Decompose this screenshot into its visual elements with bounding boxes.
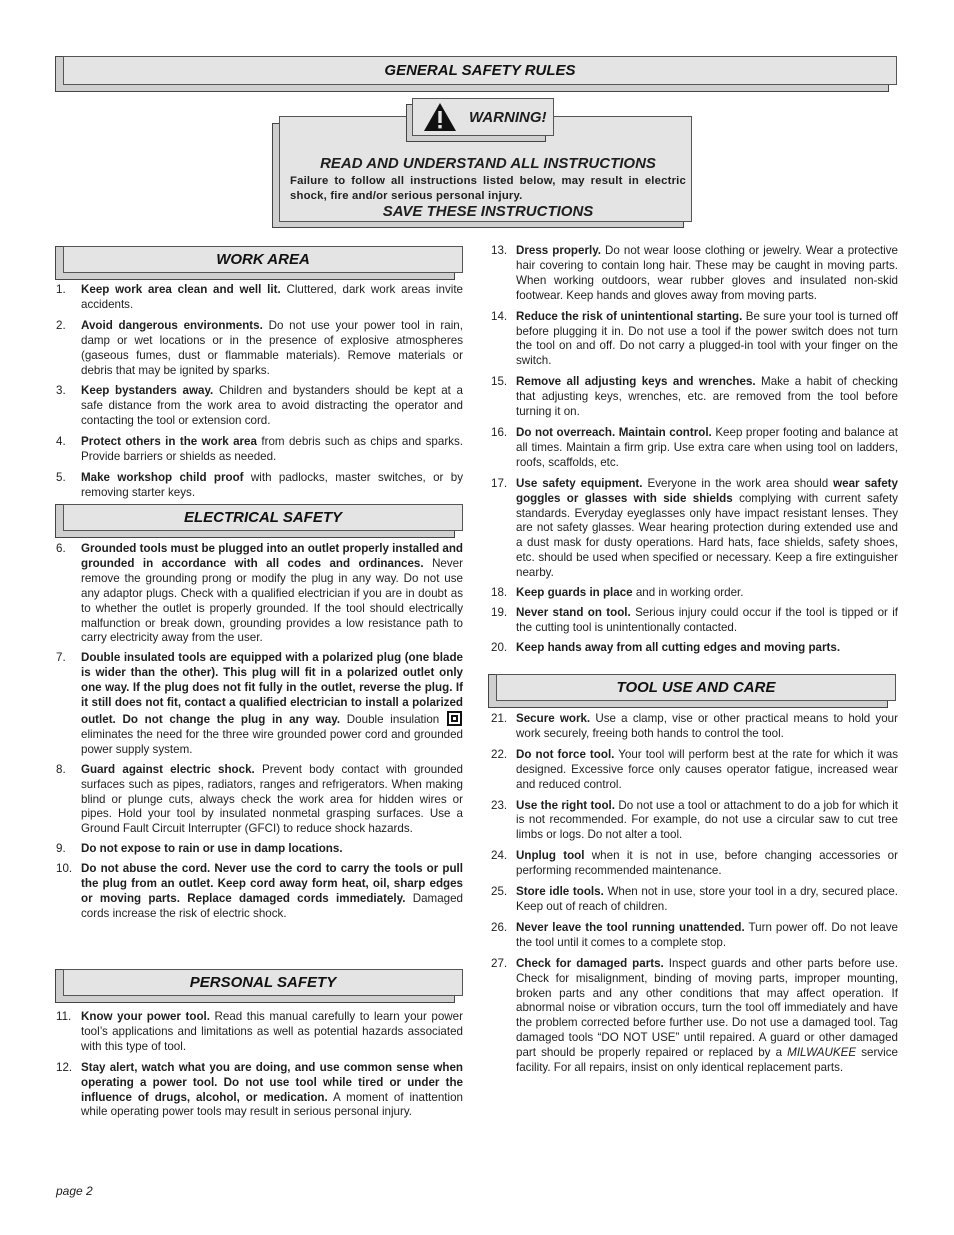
list-item <box>56 842 463 857</box>
item-number: 23. <box>491 798 508 812</box>
item-lead: Never leave the tool running unattended. <box>516 920 745 934</box>
list-item <box>491 799 898 844</box>
list-item <box>491 885 898 915</box>
item-text: Read this manual carefully to learn your power tool’s applications and limitations as well as potential hazards associated with this type of tool. <box>81 1010 463 1053</box>
item-text: Do not use your power tool in rain, damp or wet locations or in the presence of explosive atmospheres (gaseous fumes, dust or flammable materials). Remove materials or debris that may be ignited by sparks. <box>81 318 463 377</box>
item-number: 2. <box>56 318 66 332</box>
item-lead: Know your power tool. <box>81 1010 210 1023</box>
item-text: When not in use, store your tool in a dry, secured place. Keep out of reach of children. <box>516 885 898 913</box>
work-area-header <box>55 246 463 280</box>
item-lead: Dress properly. <box>516 244 602 257</box>
list-item <box>491 712 898 742</box>
item-lead: Keep bystanders away. <box>81 384 214 398</box>
item-number: 3. <box>56 384 66 398</box>
tool-use-title: TOOL USE AND CARE <box>496 674 896 701</box>
item-text-2: eliminates the need for the three wire grounded power cord and grounded power supply system. <box>81 727 463 756</box>
item-lead: Never stand on tool. <box>516 605 631 619</box>
item-text: Serious injury could occur if the tool is tipped or if the cutting tool is unintentionally contacted. <box>516 605 898 634</box>
item-lead: Check for damaged parts. <box>516 956 664 970</box>
item-number: 13. <box>491 244 508 257</box>
list-item <box>56 471 463 501</box>
item-lead: Stay alert, watch what you are doing, and use common sense when operating a power tool. Do not use tool while tired or under the influence of drugs, alcohol, or medication. <box>81 1060 463 1104</box>
rules-list-work-area <box>56 283 463 501</box>
warning-save: SAVE THESE INSTRUCTIONS <box>382 203 594 220</box>
item-text: Use a clamp, vise or other practical means to hold your work securely, freeing both hands to control the tool. <box>516 712 898 740</box>
item-text: Inspect guards and other parts before use. Check for misalignment, binding of moving parts, improper mounting, broken parts and any other conditions that may affect operation. If abnormal noise or vibration occurs, turn the tool off immediately and have the problem corrected before further use. Do not use a damaged tool. Tag damaged tools “DO NOT USE” until repaired. A guard or other damaged part should be properly repaired or replaced by a <box>516 956 898 1060</box>
item-number: 6. <box>56 542 66 555</box>
item-number: 8. <box>56 762 66 776</box>
item-lead: Store idle tools. <box>516 885 604 899</box>
item-text: Do not wear loose clothing or jewelry. Wear a protective hair covering to contain long hair. These may be caught in moving parts. When working outdoors, wear rubber gloves and insulated non-skid footwear. Keep hands and gloves away from moving parts. <box>516 244 898 302</box>
item-lead: Avoid dangerous environments. <box>81 318 263 332</box>
item-lead: Make workshop child proof <box>81 470 244 484</box>
item-text: when it is not in use, before changing accessories or performing recommended maintenance. <box>516 849 898 878</box>
list-item <box>56 384 463 429</box>
item-text: and in working order. <box>635 586 744 600</box>
item-text: Double insulation <box>346 712 440 726</box>
item-text: Be sure your tool is turned off before plugging it in. Do not use a tool if the power switch does not turn the tool on and off. Do not carry a plugged-in tool with your finger on the switch. <box>516 309 898 368</box>
list-item <box>491 310 898 370</box>
item-lead: Guard against electric shock. <box>81 762 255 776</box>
item-lead: Use safety equipment. <box>516 476 643 490</box>
item-text-2: complying with current safety standards. Everyday eyeglasses only have impact resistant lenses. They are not safety glasses. Wear hearing protection during extended use and a dust mask for dusty operations. Hard hats, face shields, safety shoes, etc. should be used when specified or necessary. Keep a fire extinguisher nearby. <box>516 491 898 580</box>
list-item <box>56 435 463 465</box>
tool-use-header <box>488 674 896 708</box>
item-text: Cluttered, dark work areas invite accidents. <box>81 283 463 311</box>
item-text: Damaged cords increase the risk of electric shock. <box>81 891 463 920</box>
item-number: 20. <box>491 640 508 654</box>
list-item <box>56 651 463 757</box>
work-area-title: WORK AREA <box>63 246 463 273</box>
item-lead: Protect others in the work area <box>81 435 257 449</box>
general-safety-title: GENERAL SAFETY RULES <box>63 56 897 85</box>
item-number: 17. <box>491 476 508 490</box>
item-lead: Remove all adjusting keys and wrenches. <box>516 375 756 389</box>
item-text: Everyone in the work area should <box>647 476 829 490</box>
list-item <box>491 748 898 793</box>
item-lead: Secure work. <box>516 712 591 725</box>
item-lead-2: wear safety goggles or glasses with side shields <box>516 476 898 505</box>
list-item <box>491 641 898 656</box>
list-item <box>491 606 898 636</box>
item-number: 7. <box>56 651 66 665</box>
item-number: 12. <box>56 1060 73 1074</box>
item-text: Children and bystanders should be kept at a safe distance from the work area to avoid distracting the operator and contacting the tool or extension cord. <box>81 384 464 428</box>
double-insulation-icon <box>447 711 462 726</box>
rules-list-personal <box>56 1010 463 1120</box>
list-item <box>491 921 898 951</box>
warning-title: READ AND UNDERSTAND ALL INSTRUCTIONS <box>320 155 656 172</box>
list-item <box>56 763 463 838</box>
list-item <box>491 477 898 581</box>
item-lead: Do not force tool. <box>516 747 615 761</box>
item-lead: Use the right tool. <box>516 798 615 812</box>
item-lead: Keep hands away from all cutting edges and moving parts. <box>516 640 841 654</box>
item-number: 27. <box>491 956 508 970</box>
item-number: 4. <box>56 435 66 449</box>
item-text-2: service facility. For all repairs, insist on only identical replacement parts. <box>516 1046 898 1075</box>
item-number: 25. <box>491 885 508 899</box>
electrical-safety-header <box>55 504 463 538</box>
item-number: 11. <box>56 1010 72 1023</box>
item-text: Keep proper footing and balance at all times. Maintain a firm grip. Use extra care when using tool on ladders, roofs, scaffolds, etc. <box>516 425 898 469</box>
item-number: 10. <box>56 862 73 876</box>
electrical-safety-title: ELECTRICAL SAFETY <box>63 504 463 531</box>
list-item <box>56 542 463 646</box>
personal-safety-header <box>55 969 463 1003</box>
item-number: 19. <box>491 605 508 619</box>
warning-tab <box>406 98 554 142</box>
page-number: page 2 <box>56 1184 93 1198</box>
item-lead: Unplug tool <box>516 849 585 863</box>
list-item <box>56 283 463 313</box>
item-lead: Double insulated tools are equipped with a polarized plug (one blade is wider than the other). This plug will fit in a polarized outlet only one way. If the plug does not fit fully in the outlet, reverse the plug. If it still does not fit, contact a qualified electrician to install a polarized outlet. Do not change the plug in any way. <box>81 651 463 726</box>
item-number: 1. <box>56 283 66 296</box>
item-text: Make a habit of checking that adjusting keys, wrenches, etc. are removed from the tool before turning it on. <box>516 375 898 419</box>
item-text: Do not use a tool or attachment to do a job for which it is not recommended. For example, do not use a circular saw to cut tree limbs or logs. Do not alter a tool. <box>516 798 898 842</box>
list-item <box>56 1010 463 1055</box>
list-item <box>491 244 898 304</box>
item-text: Your tool will perform best at the rate for which it was designed. Excessive force only causes operator fatigue, increased wear and reduced control. <box>516 747 899 791</box>
list-item <box>491 586 898 601</box>
rules-list-personal-cont <box>491 244 898 656</box>
list-item <box>56 1061 463 1121</box>
item-number: 14. <box>491 309 508 323</box>
item-number: 18. <box>491 586 508 600</box>
list-item <box>56 862 463 922</box>
item-text: Never remove the grounding prong or modify the plug in any way. Do not use any adaptor plugs. Check with a qualified electrician if you are in doubt as to whether the outlet is properly grounded. If the tool should electrically malfunction or break down, grounding provides a low resistance path to carry electricity away from the user. <box>81 556 463 645</box>
item-text: Prevent body contact with grounded surfaces such as pipes, radiators, ranges and refrigerators. When making blind or plunge cuts, always check the work area for hidden wires or pipes. Hold your tool by insulated nonmetal grasping surfaces. Use a Ground Fault Circuit Interrupter (GFCI) to reduce shock hazards. <box>81 762 463 836</box>
list-item <box>491 957 898 1076</box>
general-safety-header <box>55 56 897 92</box>
list-item <box>491 849 898 879</box>
item-italic: MILWAUKEE <box>787 1046 857 1060</box>
item-lead: Grounded tools must be plugged into an outlet properly installed and grounded in accordance with all codes and ordinances. <box>81 542 463 570</box>
item-lead: Keep work area clean and well lit. <box>81 283 281 296</box>
item-number: 15. <box>491 375 508 389</box>
item-lead: Keep guards in place <box>516 586 633 600</box>
item-number: 16. <box>491 425 508 439</box>
rules-list-tool-use <box>491 712 898 1076</box>
item-number: 5. <box>56 470 66 484</box>
item-lead: Do not overreach. Maintain control. <box>516 425 712 439</box>
item-number: 26. <box>491 920 508 934</box>
item-number: 21. <box>491 712 508 725</box>
list-item <box>491 426 898 471</box>
warning-label: WARNING! <box>469 108 547 126</box>
item-text: from debris such as chips and sparks. Provide barriers or shields as needed. <box>81 435 463 464</box>
item-text: with padlocks, master switches, or by removing starter keys. <box>81 470 463 499</box>
item-lead: Do not abuse the cord. Never use the cord to carry the tools or pull the plug from an outlet. Keep cord away form heat, oil, sharp edges or moving parts. Replace damaged cords immediately. <box>81 862 463 905</box>
item-lead: Reduce the risk of unintentional starting. <box>516 309 743 323</box>
warning-text: Failure to follow all instructions listed below, may result in electric shock, fire and/or serious personal injury. <box>290 175 686 202</box>
item-number: 24. <box>491 849 508 863</box>
warning-triangle-icon <box>423 102 457 132</box>
rules-list-electrical <box>56 542 463 922</box>
item-text: A moment of inattention while operating power tools may result in serious personal injury. <box>81 1090 463 1119</box>
list-item <box>56 319 463 379</box>
item-number: 9. <box>56 842 66 856</box>
item-text: Turn power off. Do not leave the tool until it comes to a complete stop. <box>516 920 898 949</box>
list-item <box>491 375 898 420</box>
item-lead: Do not expose to rain or use in damp locations. <box>81 842 343 856</box>
item-number: 22. <box>491 747 508 761</box>
personal-safety-title: PERSONAL SAFETY <box>63 969 463 996</box>
